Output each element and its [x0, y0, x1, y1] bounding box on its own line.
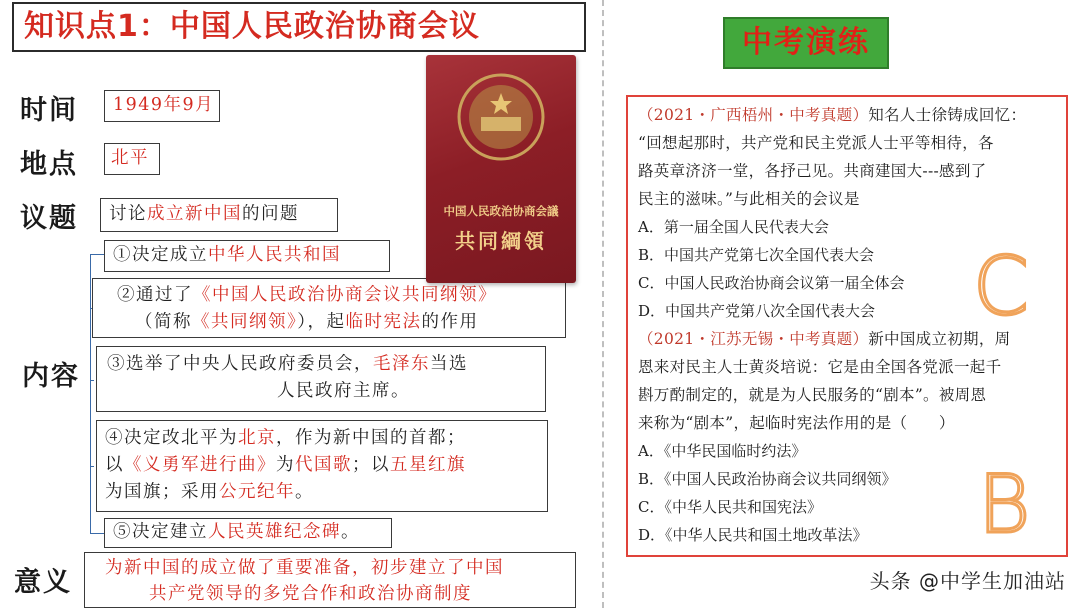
q1-stem-line2: “回想起那时，共产党和民主党派人士平等相待，各	[638, 134, 994, 152]
place-value: 北平	[104, 143, 160, 175]
page-title: 知识点1：中国人民政治协商会议	[12, 2, 586, 52]
q2-stem-line3: 斟万酌制定的，就是为人民服务的“剧本”。被周恩	[638, 386, 987, 404]
topic-value: 讨论成立新中国的问题	[100, 198, 338, 232]
label-meaning: 意义	[14, 567, 72, 598]
national-emblem-icon	[426, 55, 576, 175]
bracket-tick	[90, 380, 94, 381]
content-item-3: ③选举了中央人民政府委员会，毛泽东当选 人民政府主席。	[96, 346, 546, 412]
q2-answer: B	[978, 458, 1031, 551]
q1-stem-line4: 民主的滋味。”与此相关的会议是	[638, 190, 860, 208]
label-time: 时间	[20, 95, 78, 126]
content-item-4: ④决定改北平为北京，作为新中国的首都； 以《义勇军进行曲》为代国歌；以五星红旗 为国旗；采用公元纪年。	[96, 420, 548, 512]
q2-stem-line2: 恩来对民主人士黄炎培说：它是由全国各党派一起千	[638, 358, 1002, 376]
q1-stem-line1: （2021・广西梧州・中考真题）知名人士徐铸成回忆：	[638, 106, 1027, 124]
content-item-2: ②通过了《中国人民政治协商会议共同纲领》 （简称《共同纲领》），起临时宪法的作用	[92, 278, 566, 338]
common-program-book-image	[426, 55, 576, 283]
q1-option-d: D．中国共产党第八次全国代表大会	[638, 302, 876, 320]
content-bracket	[90, 254, 91, 534]
questions-box	[626, 95, 1068, 557]
label-content: 内容	[22, 361, 80, 392]
q1-stem-line3: 路英章济济一堂，各抒己见。共商建国大---感到了	[638, 162, 987, 180]
practice-title: 中考演练	[723, 17, 889, 69]
watermark: 头条 @中学生加油站	[869, 569, 1066, 593]
q1-option-b: B．中国共产党第七次全国代表大会	[638, 246, 875, 264]
book-title-line2: 共同綱領	[455, 229, 547, 253]
book-title-line1: 中国人民政治协商会議	[443, 204, 559, 218]
q1-answer: C	[973, 240, 1029, 333]
bracket-tick	[90, 254, 104, 255]
q2-option-c: C．《中华人民共和国宪法》	[638, 498, 822, 516]
label-place: 地点	[20, 149, 78, 180]
label-topic: 议题	[20, 203, 78, 234]
q2-option-b: B．《中国人民政治协商会议共同纲领》	[638, 470, 897, 488]
bracket-tick	[90, 533, 104, 534]
q1-option-a: A．第一届全国人民代表大会	[638, 218, 829, 236]
panel-divider	[602, 0, 604, 608]
content-item-5: ⑤决定建立人民英雄纪念碑。	[104, 518, 392, 548]
content-item-1: ①决定成立中华人民共和国	[104, 240, 390, 272]
q2-option-d: D．《中华人民共和国土地改革法》	[638, 526, 868, 544]
q1-option-c: C．中国人民政治协商会议第一届全体会	[638, 274, 905, 292]
meaning-value: 为新中国的成立做了重要准备，初步建立了中国 共产党领导的多党合作和政治协商制度	[84, 552, 576, 608]
time-value: 1949年9月	[104, 90, 220, 122]
q2-stem-line1: （2021・江苏无锡・中考真题）新中国成立初期，周	[638, 330, 1011, 348]
q2-option-a: A．《中华民国临时约法》	[638, 442, 807, 460]
q2-stem-line4: 来称为“剧本”，起临时宪法作用的是（ ）	[638, 414, 955, 432]
bracket-tick	[90, 466, 94, 467]
